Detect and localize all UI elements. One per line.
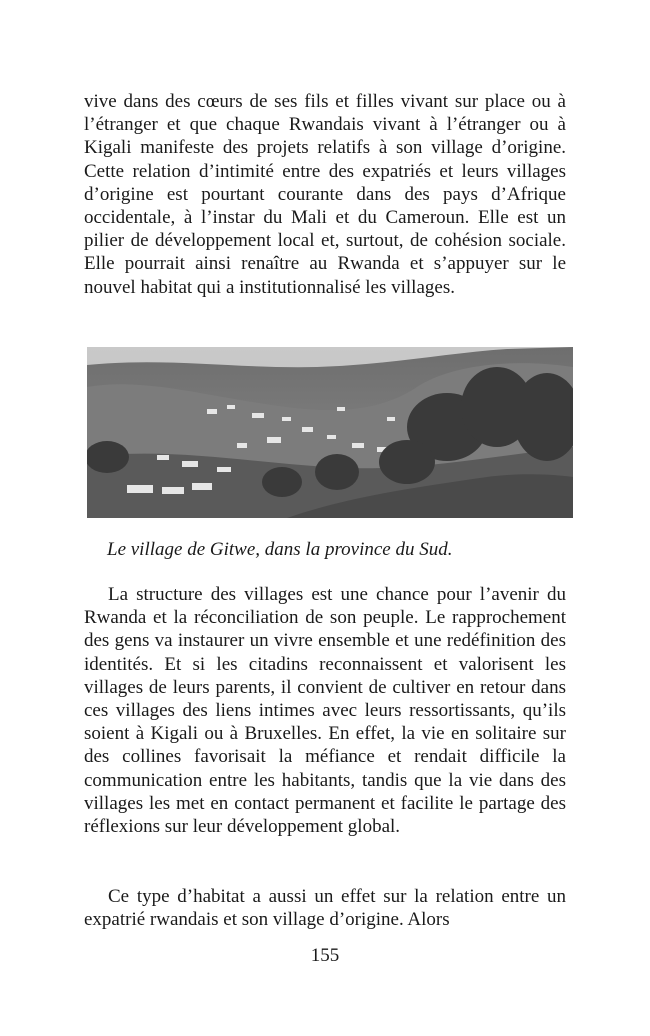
page-number: 155 [310, 945, 340, 966]
figure-caption: Le village de Gitwe, dans la province du Sud. [107, 539, 453, 560]
paragraph: Ce type d’habitat a aussi un effet sur la relation entre un expatrié rwandais et son village d’origine. Alors [84, 886, 566, 931]
paragraph-continuation: vive dans des cœurs de ses fils et filles vivant sur place ou à l’étranger et que chaque Rwandais vivant à l’étranger ou à Kigali manifeste des projets relatifs à son village d’origine. Cette relation d’intimité entre des expatriés et leurs villages d’origine est pourtant courante dans des pays d’Afrique occidentale, à l’instar du Mali et du Cameroun. Elle est un pilier de développement local et, surtout, de cohésion sociale. Elle pourrait ainsi renaître au Rwanda et s’appuyer sur le nouvel habitat qui a institutionnalisé les villages. [84, 91, 566, 298]
village-photo [87, 347, 573, 518]
paragraph: La structure des villages est une chance pour l’avenir du Rwanda et la réconciliation de son peuple. Le rapprochement des gens va instaurer un vivre ensemble et une redéfinition des identités. Et si les citadins reconnaissent et valorisent les villages de leurs parents, il convient de cultiver en retour dans ces villages des liens intimes avec leurs ressortissants, qu’ils soient à Kigali ou à Bruxelles. En effet, la vie en solitaire sur des collines favorisait la méfiance et rendait difficile la communication entre les habitants, tandis que la vie dans des villages les met en contact permanent et facilite le partage des réflexions sur leur développement global. [84, 584, 566, 838]
